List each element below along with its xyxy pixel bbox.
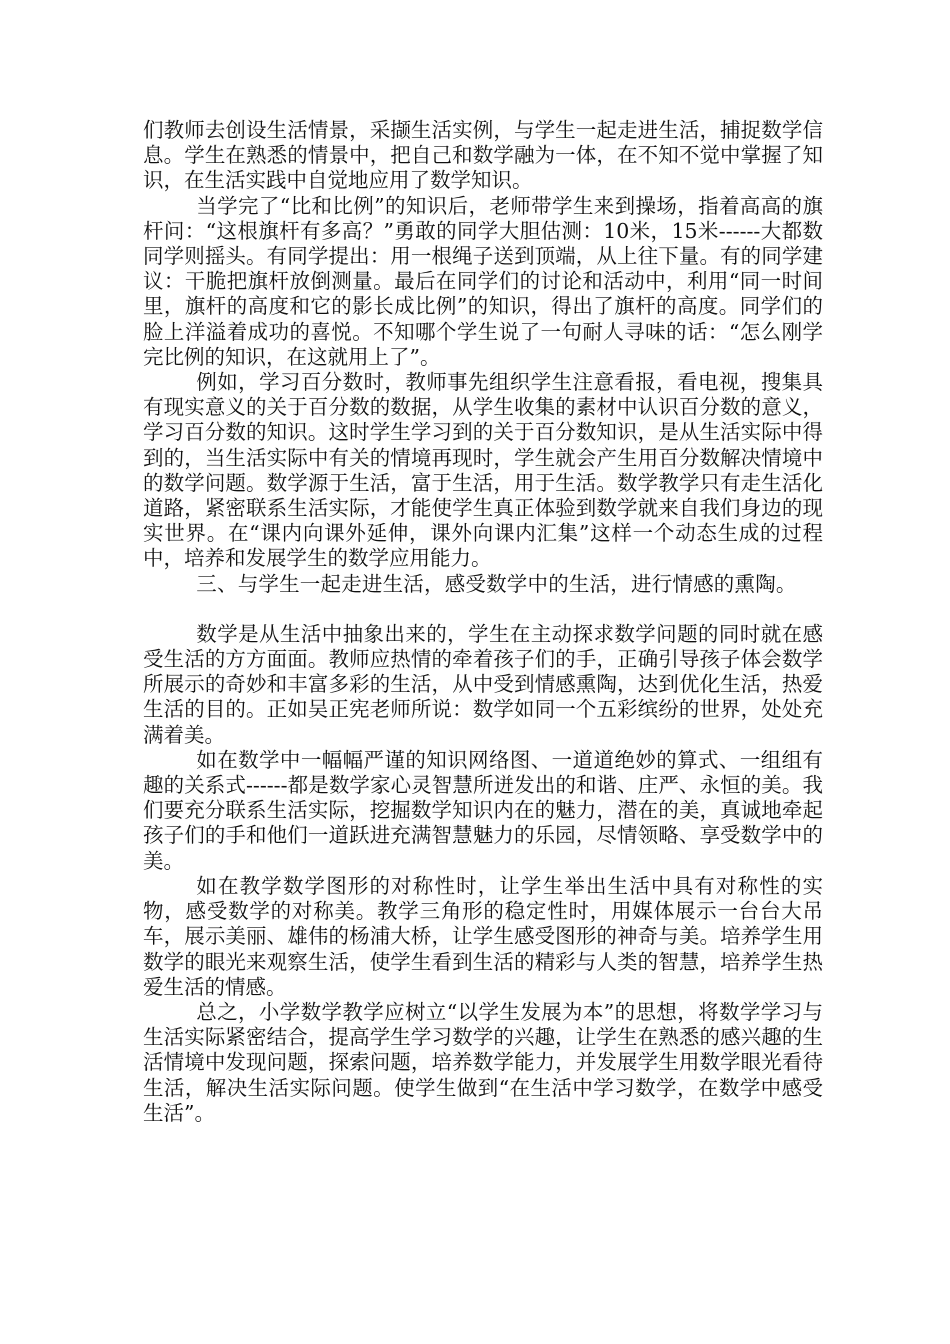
paragraph-symmetry-example: 如在教学数学图形的对称性时，让学生举出生活中具有对称性的实物，感受数学的对称美。教学三角形的稳定性时，用媒体展示一台台大吊车，展示美丽、雄伟的杨浦大桥，让学生感受图形的神奇与美。培养学生用数学的眼光来观察生活，使学生看到生活的精彩与人类的智慧，培养学生热爱生活的情感。 (143, 873, 823, 999)
paragraph-continuation: 们教师去创设生活情景，采撷生活实例，与学生一起走进生活，捕捉数学信息。学生在熟悉的情景中，把自己和数学融为一体，在不知不觉中掌握了知识，在生活实践中自觉地应用了数学知识。 (143, 118, 823, 193)
section-heading-three: 三、与学生一起走进生活，感受数学中的生活，进行情感的熏陶。 (196, 571, 797, 596)
paragraph-percentage-example: 例如，学习百分数时，教师事先组织学生注意看报，看电视，搜集具有现实意义的关于百分数的数据，从学生收集的素材中认识百分数的意义，学习百分数的知识。这时学生学习到的关于百分数知识，是从生活实际中得到的，当生活实际中有关的情境再现时，学生就会产生用百分数解决情境中的数学问题。数学源于生活，富于生活，用于生活。数学教学只有走生活化道路，紧密联系生活实际，才能使学生真正体验到数学就来自我们身边的现实世界。在“课内向课外延伸，课外向课内汇集”这样一个动态生成的过程中，培养和发展学生的数学应用能力。 (143, 370, 823, 571)
document-body (143, 118, 823, 1126)
paragraph-math-beauty: 如在数学中一幅幅严谨的知识网络图、一道道绝妙的算式、一组组有趣的关系式------都是数学家心灵智慧所迸发出的和谐、庄严、永恒的美。我们要充分联系生活实际，挖掘数学知识内在的魅力，潜在的美，真诚地牵起孩子们的手和他们一道跃进充满智慧魅力的乐园，尽情领略、享受数学中的美。 (143, 747, 823, 873)
blank-line (143, 597, 823, 622)
paragraph-flagpole-example: 当学完了“比和比例”的知识后，老师带学生来到操场，指着高高的旗杆问：“这根旗杆有多高？”勇敢的同学大胆估测：10米，15米------大都数同学则摇头。有同学提出：用一根绳子送到顶端，从上往下量。有的同学建议：干脆把旗杆放倒测量。最后在同学们的讨论和活动中，利用“同一时间里，旗杆的高度和它的影长成比例”的知识，得出了旗杆的高度。同学们的脸上洋溢着成功的喜悦。不知哪个学生说了一句耐人寻味的话：“怎么刚学完比例的知识，在这就用上了”。 (143, 193, 823, 369)
paragraph-math-from-life: 数学是从生活中抽象出来的，学生在主动探求数学问题的同时就在感受生活的方方面面。教师应热情的牵着孩子们的手，正确引导孩子体会数学所展示的奇妙和丰富多彩的生活，从中受到情感熏陶，达到优化生活，热爱生活的目的。正如吴正宪老师所说：数学如同一个五彩缤纷的世界，处处充满着美。 (143, 621, 823, 747)
paragraph-conclusion: 总之，小学数学教学应树立“以学生发展为本”的思想，将数学学习与生活实际紧密结合，提高学生学习数学的兴趣，让学生在熟悉的感兴趣的生活情境中发现问题，探索问题，培养数学能力，并发展学生用数学眼光看待生活，解决生活实际问题。使学生做到“在生活中学习数学，在数学中感受生活”。 (143, 999, 823, 1125)
